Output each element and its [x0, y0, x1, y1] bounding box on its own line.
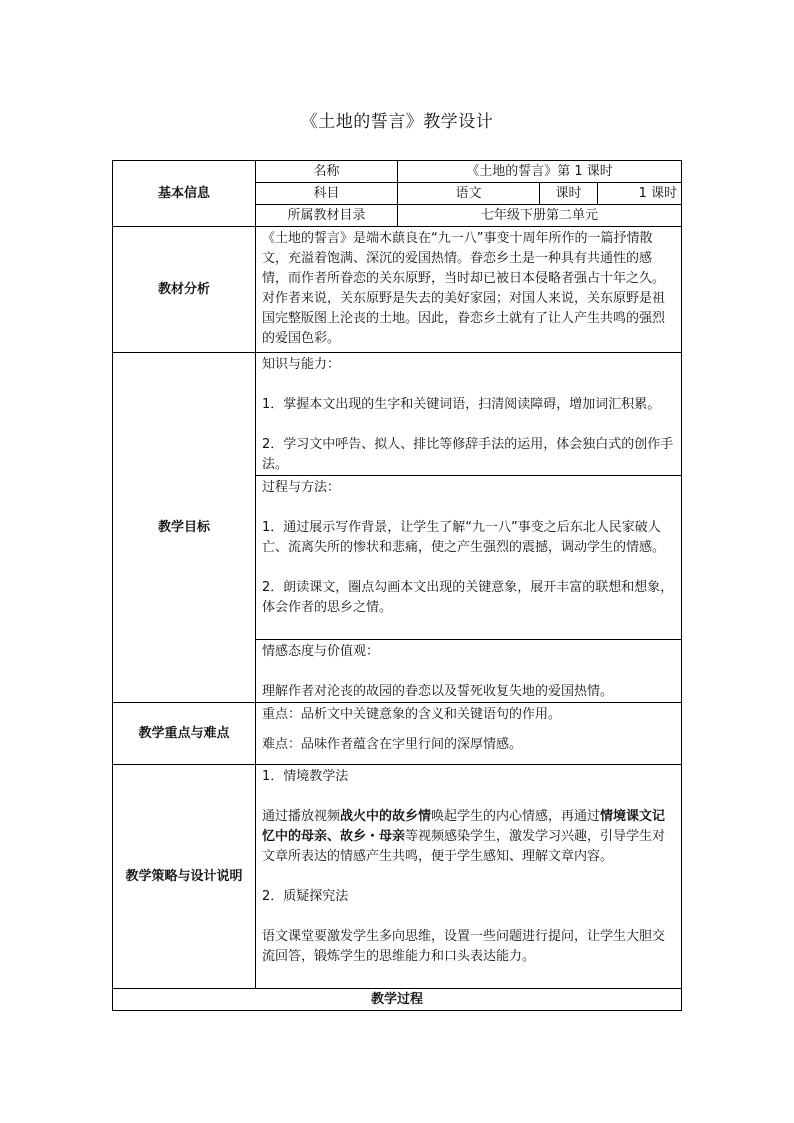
process-section-label: 教学过程 [113, 989, 682, 1011]
catalog-label: 所属教材目录 [256, 205, 398, 227]
period-label: 课时 [540, 183, 598, 205]
emotion-item-1: 理解作者对沦丧的故园的眷恋以及誓死收复失地的爱国热情。 [262, 684, 614, 699]
knowledge-item-1: 1．掌握本文出现的生字和关键词语，扫清阅读障碍，增加词汇积累。 [262, 397, 661, 412]
focus-text: 重点：品析文中关键意象的含义和关键语句的作用。 [262, 707, 562, 722]
goals-emotion-cell [256, 640, 682, 703]
goals-knowledge-cell [256, 353, 682, 476]
period-value: 1 课时 [598, 183, 682, 205]
document-title: 《土地的誓言》教学设计 [300, 112, 494, 132]
method1-text [262, 807, 675, 867]
process-item-1: 1．通过展示写作背景，让学生了解“九一八”事变之后东北人民家破人亡、流离失所的惨状和悲痛，使之产生强烈的震撼，调动学生的情感。 [262, 520, 666, 555]
process-item-2: 2．朗读课文，圈点勾画本文出现的关键意象，展开丰富的联想和想象，体会作者的思乡之情。 [262, 580, 674, 615]
video-title-2: 情境课文记忆中的母亲、故乡・母亲 [262, 809, 666, 844]
lesson-plan-table [112, 160, 682, 1011]
goals-label: 教学目标 [113, 353, 256, 703]
knowledge-heading: 知识与能力： [262, 357, 341, 372]
method1-text-c: 唤起学生的内心情感，再通过 [431, 809, 601, 824]
emotion-heading: 情感态度与价值观： [262, 644, 380, 659]
name-label: 名称 [256, 161, 398, 183]
method1-text-a: 通过播放视频 [262, 809, 341, 824]
process-heading: 过程与方法： [262, 480, 341, 495]
catalog-value: 七年级下册第二单元 [398, 205, 682, 227]
name-value: 《土地的誓言》第 1 课时 [398, 161, 682, 183]
keypoints-label: 教学重点与难点 [113, 703, 256, 765]
method2-text: 语文课堂要激发学生多向思维，设置一些问题进行提问，让学生大胆交流回答，锻炼学生的思维能力和口头表达能力。 [262, 929, 666, 964]
difficulty-text: 难点：品味作者蕴含在字里行间的深厚情感。 [262, 737, 523, 752]
material-label: 教材分析 [113, 227, 256, 353]
method1-text-e: 等视频感染学生，激发学习兴趣，引导学生对文章所表达的情感产生共鸣，便于学生感知、理解文章内容。 [262, 829, 666, 864]
keypoints-cell [256, 703, 682, 765]
method2-title: 2．质疑探究法 [262, 889, 349, 904]
knowledge-item-2: 2．学习文中呼告、拟人、排比等修辞手法的运用，体会独白式的创作手法。 [262, 437, 674, 472]
material-text: 《土地的誓言》是端木蕻良在“九一八”事变十周年所作的一篇抒情散文，充溢着饱满、深沉的爱国热情。眷恋乡土是一种具有共通性的感情，而作者所眷恋的关东原野，当时却已被日本侵略者强占十年之久。对作者来说，关东原野是失去的美好家园；对国人来说，关东原野是祖国完整版图上沦丧的土地。因此，眷恋乡土就有了让人产生共鸣的强烈的爱国色彩。 [256, 227, 682, 353]
subject-value: 语文 [398, 183, 540, 205]
basic-info-label: 基本信息 [113, 161, 256, 227]
goals-process-cell [256, 476, 682, 640]
method1-title: 1．情境教学法 [262, 769, 349, 784]
strategy-label: 教学策略与设计说明 [113, 765, 256, 989]
subject-label: 科目 [256, 183, 398, 205]
video-title-1: 战火中的故乡情 [340, 809, 432, 824]
strategy-cell [256, 765, 682, 989]
